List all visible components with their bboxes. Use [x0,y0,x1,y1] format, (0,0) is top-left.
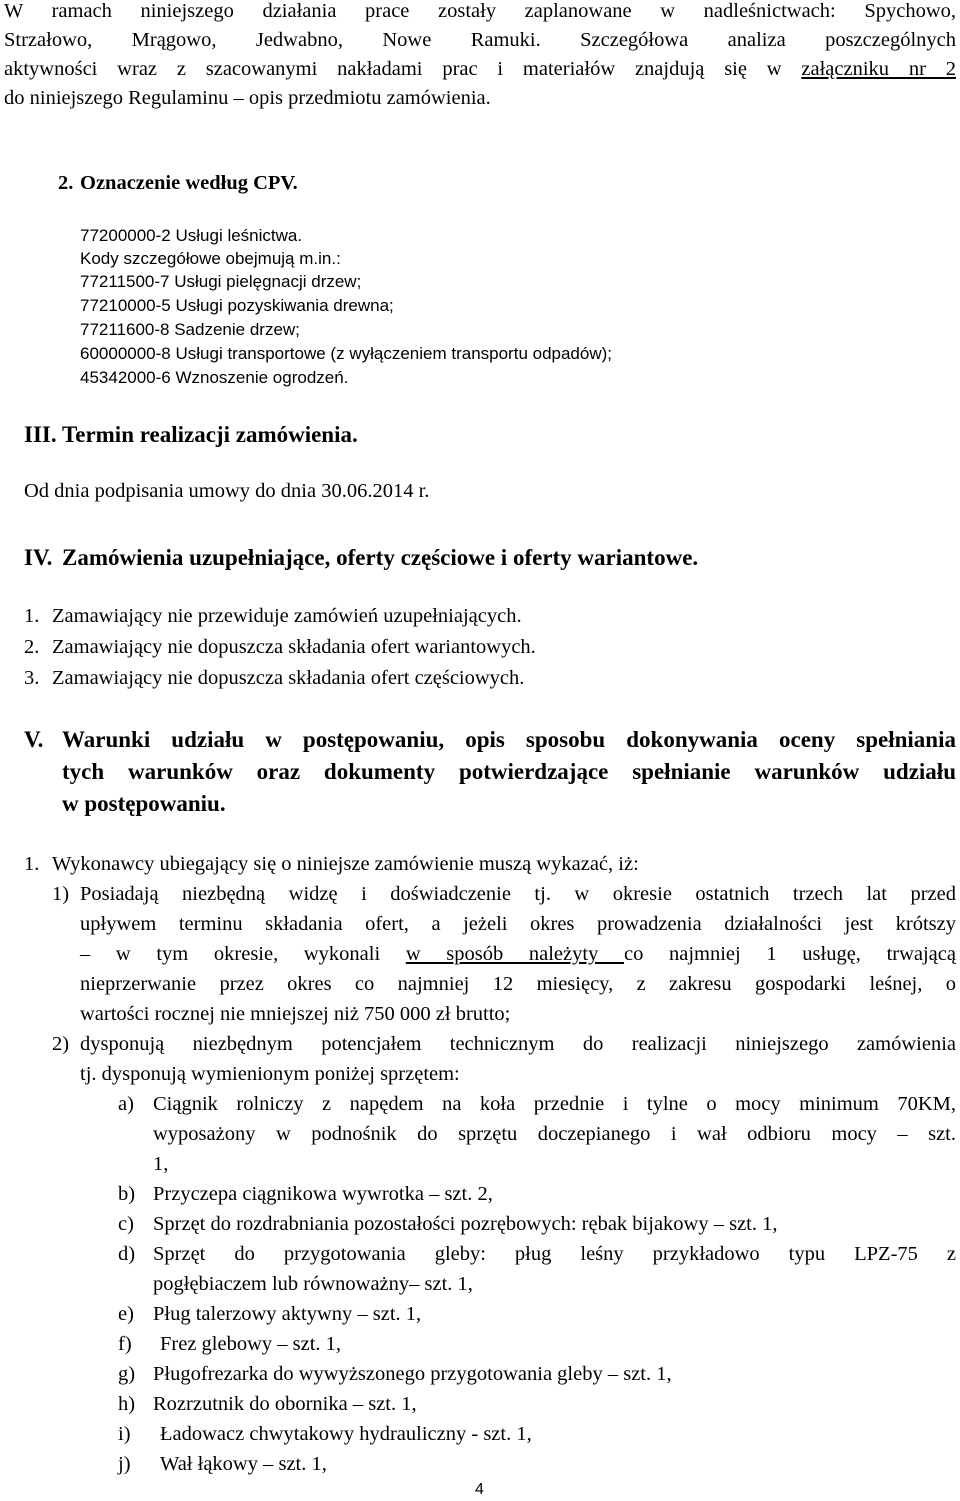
equipment-item: Ciągnik rolniczy z napędem na koła przednie i tylne o mocy minimum 70KM, [153,1093,956,1115]
sub-item-1-line-3: – w tym okresie, wykonali w sposób należyty co najmniej 1 usługę, trwającą [80,943,956,965]
cpv-code: 77211500-7 Usługi pielęgnacji drzew; [80,272,362,291]
section-3-title: Termin realizacji zamówienia. [62,422,358,447]
sub-item-1-line-4: nieprzerwanie przez okres co najmniej 12 miesięcy, z zakresu gospodarki leśnej, o [80,973,956,995]
equipment-letter: i) [118,1423,131,1445]
cpv-code: 45342000-6 Wznoszenie ogrodzeń. [80,368,349,387]
list-item: Zamawiający nie dopuszcza składania ofert częściowych. [52,667,525,689]
equipment-item: Pług talerzowy aktywny – szt. 1, [153,1303,422,1325]
section-3-number: III. [24,422,57,447]
equipment-letter: e) [118,1303,134,1325]
section-5-title-line-3: w postępowaniu. [62,791,226,816]
cpv-main-code: 77200000-2 Usługi leśnictwa. [80,226,303,245]
equipment-letter: g) [118,1363,136,1385]
equipment-item: Sprzęt do przygotowania gleby: pług leśny przykładowo typu LPZ-75 z [153,1243,956,1265]
section-4-number: IV. [24,545,53,570]
sub-item-number: 1) [52,883,70,905]
underlined-phrase: w sposób należyty [405,943,624,965]
sub-item-2-line-2: tj. dysponują wymienionym poniżej sprzętem: [80,1063,460,1085]
section-5-title-line-2: tych warunków oraz dokumenty potwierdzające spełnianie warunków udziału [62,759,956,784]
intro-line-1: W ramach niniejszego działania prace zostały zaplanowane w nadleśnictwach: Spychowo, [4,0,956,22]
list-item-number: 1. [24,605,40,627]
equipment-item: Sprzęt do rozdrabniania pozostałości pozrębowych: rębak bijakowy – szt. 1, [153,1213,778,1235]
cpv-codes-intro: Kody szczegółowe obejmują m.in.: [80,249,341,268]
sub-item-1-line-1: Posiadają niezbędną widzę i doświadczenie tj. w okresie ostatnich trzech lat przed [80,883,956,905]
intro-line-2: Strzałowo, Mrągowo, Jedwabno, Nowe Ramuki. Szczegółowa analiza poszczególnych [4,29,956,51]
list-item-number: 2. [24,636,40,658]
intro-line-3: aktywności wraz z szacowanymi nakładami prac i materiałów znajdują się w załączniku nr 2 [4,58,956,80]
equipment-item: wyposażony w podnośnik do sprzętu doczepianego i wał odbioru mocy – szt. [153,1123,956,1145]
equipment-item: Ładowacz chwytakowy hydrauliczny - szt. 1, [160,1423,532,1445]
list-item-number: 3. [24,667,40,689]
section-3-text: Od dnia podpisania umowy do dnia 30.06.2014 r. [24,480,430,502]
section-5-title-line-1: Warunki udziału w postępowaniu, opis sposobu dokonywania oceny spełniania [62,727,956,752]
sub-item-1-line-2: upływem terminu składania ofert, a jeżeli okres prowadzenia działalności jest krótszy [80,913,956,935]
equipment-letter: d) [118,1243,136,1265]
equipment-letter: j) [118,1453,131,1475]
equipment-item: Wał łąkowy – szt. 1, [160,1453,327,1475]
list-item-number: 1. [24,853,40,875]
equipment-item: Frez glebowy – szt. 1, [160,1333,342,1355]
equipment-item: 1, [153,1153,169,1175]
cpv-heading-number: 2. [58,172,74,194]
sub-item-1-line-5: wartości rocznej nie mniejszej niż 750 000 zł brutto; [80,1003,511,1025]
list-item: Zamawiający nie przewiduje zamówień uzupełniających. [52,605,522,627]
attachment-link[interactable]: załączniku nr 2 [801,58,956,80]
list-item: Zamawiający nie dopuszcza składania ofert wariantowych. [52,636,536,658]
intro-line-4: do niniejszego Regulaminu – opis przedmiotu zamówienia. [4,87,491,109]
equipment-item: pogłębiaczem lub równoważny– szt. 1, [153,1273,473,1295]
sub-item-number: 2) [52,1033,70,1055]
cpv-code: 77211600-8 Sadzenie drzew; [80,320,300,339]
equipment-letter: h) [118,1393,136,1415]
page-number: 4 [475,1481,484,1498]
cpv-code: 77210000-5 Usługi pozyskiwania drewna; [80,296,394,315]
cpv-heading: Oznaczenie według CPV. [80,172,298,194]
equipment-letter: b) [118,1183,136,1205]
equipment-item: Rozrzutnik do obornika – szt. 1, [153,1393,417,1415]
sub-item-2-line-1: dysponują niezbędnym potencjałem technicznym do realizacji niniejszego zamówienia [80,1033,956,1055]
equipment-letter: f) [118,1333,132,1355]
equipment-item: Przyczepa ciągnikowa wywrotka – szt. 2, [153,1183,493,1205]
section-5-number: V. [24,727,44,752]
equipment-item: Pługofrezarka do wywyższonego przygotowania gleby – szt. 1, [153,1363,672,1385]
section-5-item-1: Wykonawcy ubiegający się o niniejsze zamówienie muszą wykazać, iż: [52,853,639,875]
section-4-title: Zamówienia uzupełniające, oferty częściowe i oferty wariantowe. [62,545,699,570]
equipment-letter: c) [118,1213,134,1235]
equipment-letter: a) [118,1093,134,1115]
cpv-code: 60000000-8 Usługi transportowe (z wyłączeniem transportu odpadów); [80,344,613,363]
